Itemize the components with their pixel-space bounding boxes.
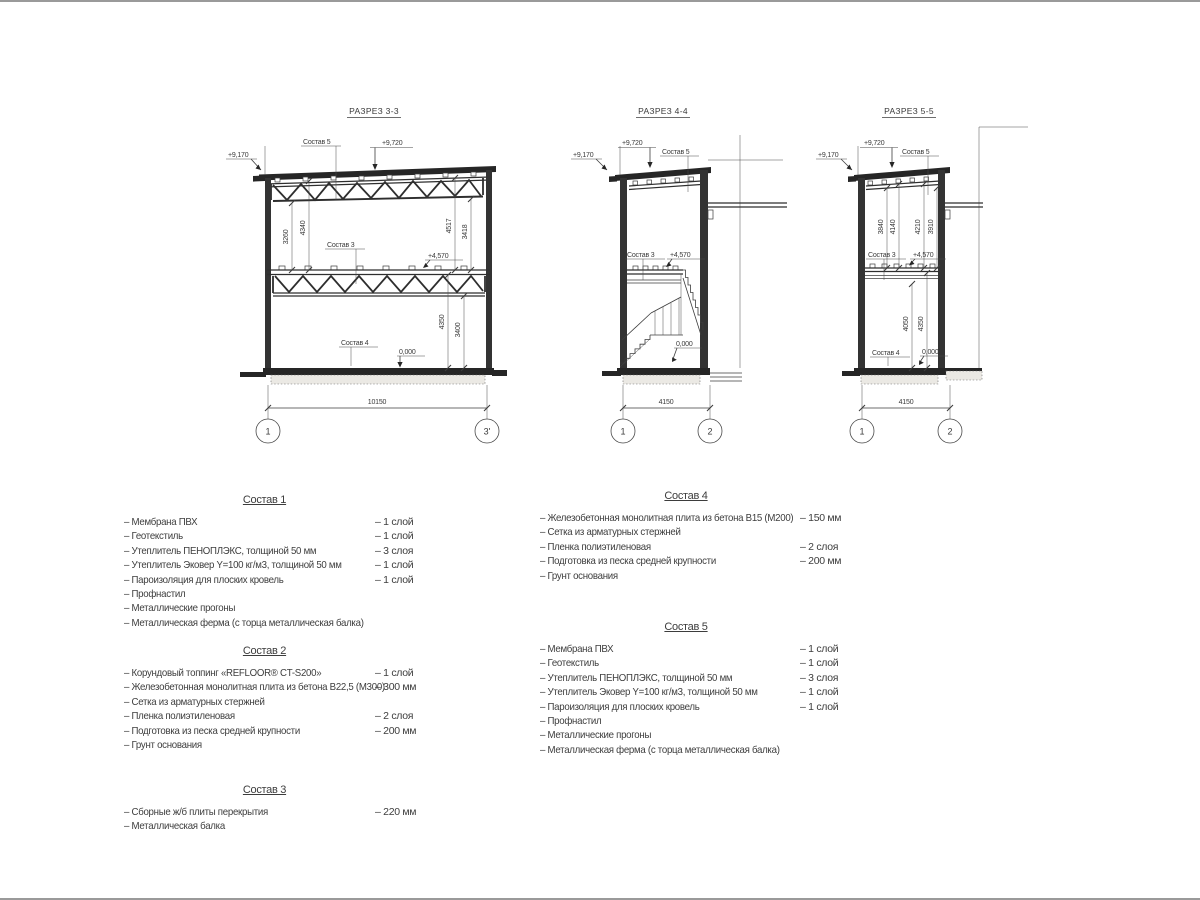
right-wall: [700, 170, 708, 368]
paper-edge-top: [0, 0, 1200, 2]
dim-label: 4140: [890, 219, 897, 235]
dim-label: 4210: [915, 219, 922, 235]
item-value: – 3 слоя: [375, 544, 414, 557]
width-dimension: [265, 385, 490, 419]
item-name: – Подготовка из песка средней крупности: [540, 555, 716, 568]
callout-label: Состав 4: [341, 340, 369, 347]
item-name: – Утеплитель Эковер Y=100 кг/м3, толщиной 50 мм: [540, 686, 758, 699]
composition-title: Состав 5: [664, 621, 708, 633]
callout-label: Состав 4: [872, 350, 900, 357]
composition-4: [540, 490, 842, 583]
callout-label: Состав 5: [902, 149, 930, 156]
item-name: – Утеплитель ПЕНОПЛЭКС, толщиной 50 мм: [540, 671, 733, 684]
mezzanine-slab: [627, 266, 683, 283]
level-mark-9170: [226, 146, 265, 175]
list-item: [540, 642, 839, 656]
grid-axis-left: [850, 419, 874, 443]
list-item: [124, 695, 405, 709]
list-item: [124, 738, 405, 752]
dim-label: 4050: [903, 316, 910, 332]
composition-title: Состав 1: [242, 494, 287, 506]
item-name: – Металлические прогоны: [124, 602, 236, 615]
level-mark-4570: [666, 252, 705, 267]
left-wall: [265, 178, 271, 368]
callout-label: Состав 5: [662, 149, 690, 156]
item-value: – 2 слоя: [375, 710, 414, 723]
sostav4-callout: [339, 340, 378, 366]
item-name: – Металлические прогоны: [540, 729, 652, 742]
level-mark-9720: [860, 140, 898, 168]
section-4-4-drawing: [555, 100, 795, 450]
grid-axis-right: [938, 419, 962, 443]
item-value: – 1 слой: [375, 667, 414, 679]
grid-axis-left: [256, 419, 280, 443]
list-item: [124, 587, 405, 601]
dim-label: 4340: [300, 220, 307, 236]
composition-title: Состав 3: [242, 784, 287, 796]
width-dimension: [859, 385, 953, 419]
axis-label: 1: [859, 426, 865, 437]
grid-axis-right: [698, 419, 722, 443]
level-label: +9,720: [864, 140, 885, 147]
width-dimension: [620, 385, 713, 419]
item-name: – Металлическая ферма (с торца металлическая балка): [124, 616, 364, 629]
section-title: [347, 106, 401, 118]
list-item: [124, 680, 417, 694]
level-mark-0000: [397, 349, 425, 368]
section-5-5-drawing: [800, 100, 1060, 450]
composition-1: [124, 494, 414, 630]
item-name: – Пароизоляция для плоских кровель: [124, 573, 284, 586]
list-item: [124, 819, 405, 833]
item-name: – Сборные ж/б плиты перекрытия: [124, 806, 268, 818]
list-item: [124, 666, 414, 680]
list-item: [540, 700, 839, 714]
width-dim-label: 4150: [658, 399, 674, 406]
level-label: 0,000: [676, 341, 693, 348]
width-dim-label: 10150: [367, 399, 387, 406]
level-label: +4,570: [913, 252, 934, 259]
list-item: [540, 554, 842, 568]
item-name: – Грунт основания: [540, 569, 618, 582]
item-name: – Мембрана ПВХ: [540, 643, 614, 655]
list-item: [540, 743, 832, 757]
item-value: – 1 слой: [375, 530, 414, 543]
level-label: 0,000: [922, 349, 939, 356]
level-label: +4,570: [670, 252, 691, 259]
item-value: – 1 слой: [375, 573, 414, 586]
list-item: [124, 573, 414, 587]
list-item: [124, 616, 405, 630]
list-item: [540, 685, 839, 699]
dim-label: 3260: [283, 229, 290, 245]
item-value: – 1 слой: [800, 657, 839, 670]
left-wall: [858, 178, 865, 368]
list-item: [124, 529, 414, 543]
list-item: [540, 671, 839, 685]
roof-slab: [253, 166, 496, 187]
level-mark-4570: [423, 253, 463, 268]
composition-5: [540, 621, 839, 757]
item-name: – Пленка полиэтиленовая: [124, 710, 235, 723]
list-item: [540, 525, 832, 539]
right-wall: [486, 170, 492, 368]
item-value: – 3 слоя: [800, 671, 839, 684]
list-item: [124, 558, 414, 572]
adjacent-structure: [945, 127, 1028, 368]
composition-3: [124, 784, 417, 834]
ground-slab: [842, 368, 982, 384]
axis-label: 2: [947, 426, 953, 437]
level-label: +4,570: [428, 253, 449, 260]
list-item: [124, 724, 417, 738]
item-name: – Корундовый топпинг «REFLOOR® CT-S200»: [124, 667, 322, 679]
item-value: – 2 слоя: [800, 540, 839, 553]
level-mark-9720: [618, 140, 656, 168]
item-value: – 300 мм: [375, 681, 417, 694]
dim-label: 4350: [439, 314, 446, 330]
list-item: [540, 540, 839, 554]
item-name: – Геотекстиль: [540, 657, 599, 670]
composition-title: Состав 4: [664, 490, 708, 502]
callout-label: Состав 3: [627, 252, 655, 259]
level-label: +9,170: [818, 152, 839, 159]
item-name: – Сетка из арматурных стержней: [124, 695, 265, 708]
list-item: [124, 601, 405, 615]
dim-label: 3400: [455, 322, 462, 338]
level-label: +9,170: [228, 152, 249, 159]
section-3-3-drawing: [215, 100, 535, 450]
list-item: [124, 709, 414, 723]
item-name: – Пароизоляция для плоских кровель: [540, 700, 700, 713]
level-label: 0,000: [399, 349, 416, 356]
section-title: [636, 106, 690, 118]
sostav3-callout: [325, 242, 365, 284]
composition-2: [124, 645, 417, 752]
item-name: – Утеплитель Эковер Y=100 кг/м3, толщиной 50 мм: [124, 559, 342, 572]
item-name: – Мембрана ПВХ: [124, 516, 198, 528]
axis-label: 2: [707, 426, 713, 437]
list-item: [540, 569, 832, 583]
callout-label: Состав 3: [868, 252, 896, 259]
item-name: – Пленка полиэтиленовая: [540, 540, 651, 553]
axis-label: 1: [620, 426, 626, 437]
item-value: – 200 мм: [375, 724, 417, 737]
dim-label: 4350: [918, 316, 925, 332]
item-name: – Железобетонная монолитная плита из бетона В15 (М200): [540, 512, 794, 524]
level-label: +9,720: [382, 140, 403, 147]
item-name: – Металлическая балка: [124, 820, 225, 833]
list-item: [124, 805, 417, 819]
item-value: – 200 мм: [800, 555, 842, 568]
list-item: [124, 544, 414, 558]
grid-axis-left: [611, 419, 635, 443]
width-dim-label: 4150: [898, 399, 914, 406]
list-item: [124, 515, 414, 529]
left-wall: [620, 178, 627, 368]
dim-label: 4517: [446, 218, 453, 234]
section-title-label: РАЗРЕЗ 4-4: [638, 106, 688, 116]
item-value: – 1 слой: [375, 559, 414, 572]
item-value: – 1 слой: [800, 643, 839, 655]
mezzanine-slab: [267, 266, 490, 275]
callout-label: Состав 3: [327, 242, 355, 249]
item-name: – Сетка из арматурных стержней: [540, 526, 681, 539]
item-name: – Утеплитель ПЕНОПЛЭКС, толщиной 50 мм: [124, 544, 317, 557]
item-name: – Геотекстиль: [124, 530, 183, 543]
axis-label: 3': [483, 426, 491, 437]
axis-label: 1: [265, 426, 271, 437]
level-mark-9720: [370, 140, 413, 170]
item-name: – Металлическая ферма (с торца металлическая балка): [540, 743, 780, 756]
item-value: – 150 мм: [800, 512, 842, 524]
item-value: – 1 слой: [800, 686, 839, 699]
item-name: – Подготовка из песка средней крупности: [124, 724, 300, 737]
section-title-label: РАЗРЕЗ 3-3: [349, 106, 399, 116]
item-value: – 1 слой: [375, 516, 414, 528]
level-label: +9,170: [573, 152, 594, 159]
right-wall: [938, 170, 945, 368]
sostav4-callout: [870, 350, 910, 366]
item-name: – Железобетонная монолитная плита из бетона В22,5 (М300): [124, 681, 385, 694]
ground-slab: [240, 368, 507, 384]
dim-label: 3418: [462, 224, 469, 240]
list-item: [540, 714, 832, 728]
dim-label: 3910: [928, 219, 935, 235]
level-mark-9170: [816, 146, 858, 175]
list-item: [540, 511, 842, 525]
floor-truss: [273, 276, 485, 296]
ground-slab: [602, 368, 742, 384]
composition-title: Состав 2: [242, 645, 287, 657]
item-name: – Грунт основания: [124, 738, 202, 751]
item-name: – Профнастил: [124, 587, 186, 600]
level-mark-0000: [672, 341, 702, 362]
item-value: – 220 мм: [375, 806, 417, 818]
vertical-dimensions: [283, 175, 474, 371]
list-item: [540, 728, 832, 742]
staircase: [620, 270, 703, 367]
level-label: +9,720: [622, 140, 643, 147]
item-name: – Профнастил: [540, 714, 602, 727]
callout-label: Состав 5: [303, 139, 331, 146]
level-mark-9170: [571, 146, 620, 175]
section-title-label: РАЗРЕЗ 5-5: [884, 106, 934, 116]
dim-label: 3840: [878, 219, 885, 235]
grid-axis-right: [475, 419, 499, 443]
list-item: [540, 656, 839, 670]
section-title: [882, 106, 936, 118]
adjacent-structure: [708, 135, 787, 368]
item-value: – 1 слой: [800, 700, 839, 713]
